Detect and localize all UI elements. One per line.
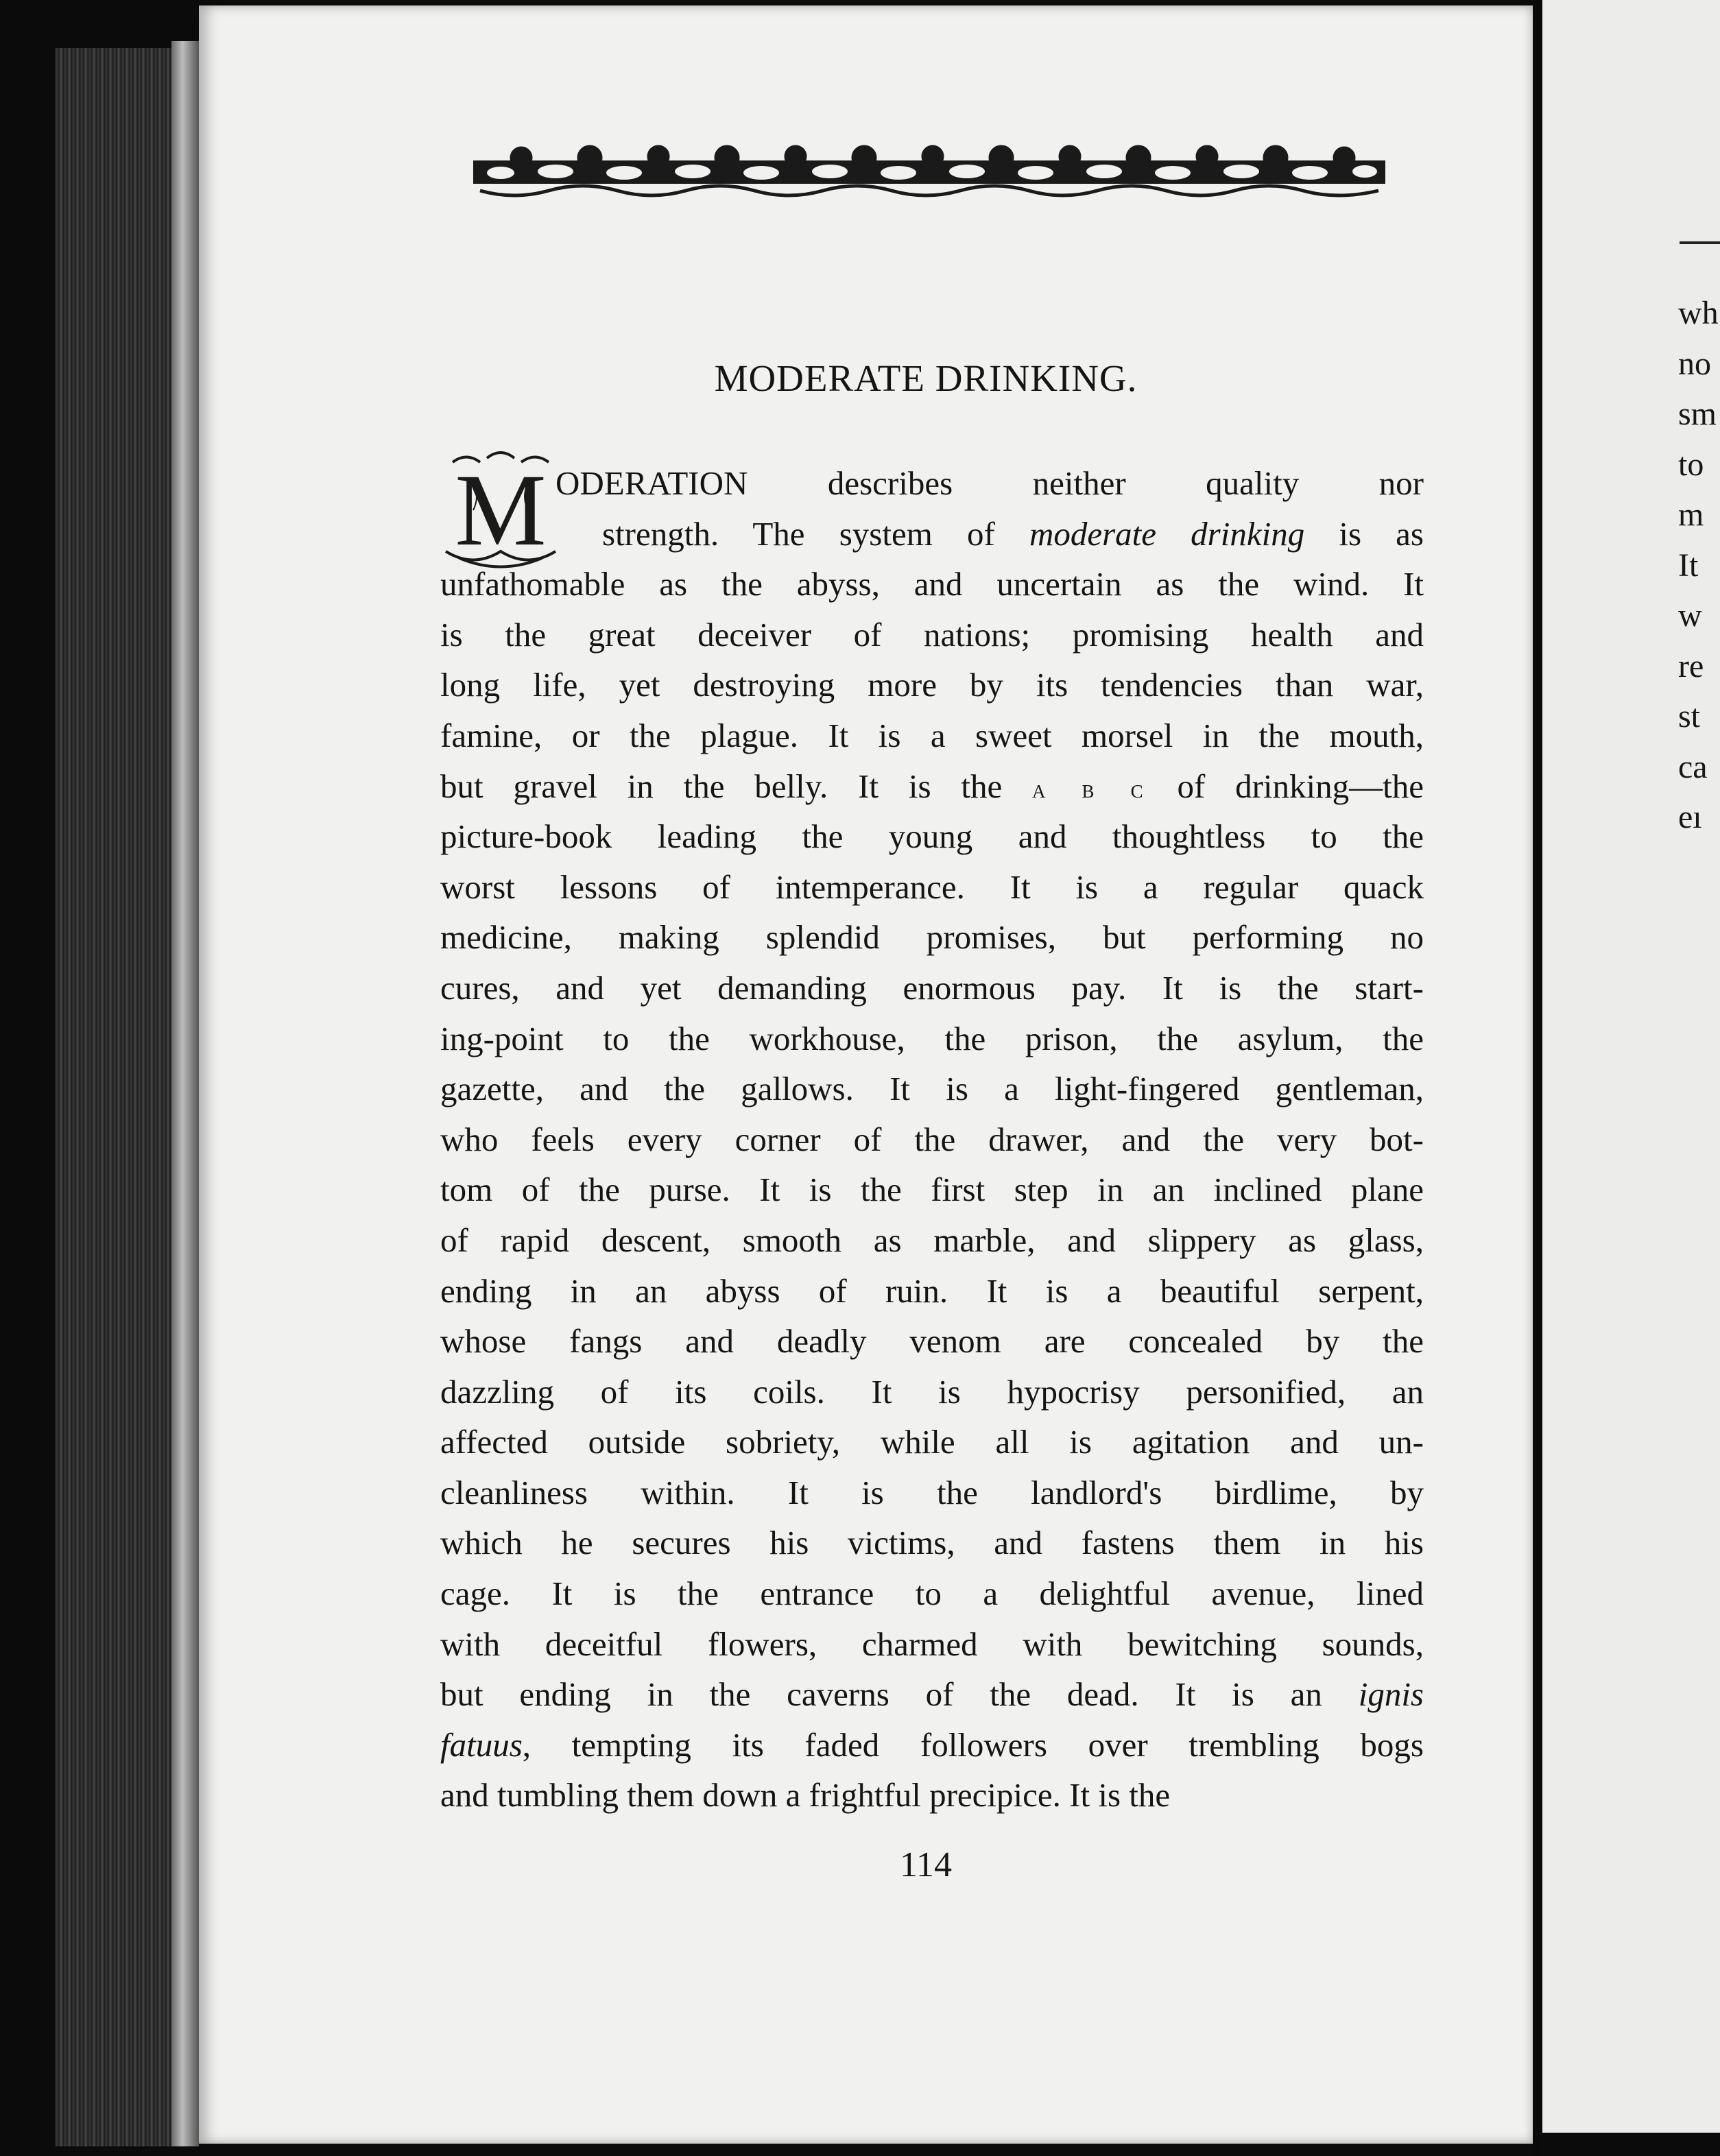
text-line: famine, or the plague. It is a sweet morsel in the mouth,	[440, 716, 1424, 754]
text-line: with deceitful flowers, charmed with bewitching sounds,	[440, 1625, 1424, 1663]
facing-page-fragment: w	[1678, 597, 1702, 634]
text-line: gazette, and the gallows. It is a light-fingered gentleman,	[440, 1070, 1424, 1108]
text-line: long life, yet destroying more by its tendencies than war,	[440, 666, 1424, 704]
text-line: tom of the purse. It is the first step in an inclined plane	[440, 1171, 1424, 1209]
text-line: dazzling of its coils. It is hypocrisy personified, an	[440, 1372, 1424, 1411]
text-line: who feels every corner of the drawer, and the very bot-	[440, 1120, 1424, 1158]
text-line: whose fangs and deadly venom are concealed by the	[440, 1322, 1424, 1361]
text-line: ing-point to the workhouse, the prison, the asylum, the	[440, 1019, 1424, 1057]
facing-page-rule	[1680, 241, 1720, 244]
page-number: 114	[899, 1845, 953, 1884]
chapter-title: MODERATE DRINKING.	[714, 357, 1138, 399]
text-line: ending in an abyss of ruin. It is a beautiful serpent,	[440, 1271, 1424, 1310]
text-line: picture-book leading the young and thoughtless to the	[440, 817, 1424, 856]
decorative-ornament-band	[473, 137, 1385, 200]
text-line: is the great deceiver of nations; promising health and	[440, 615, 1424, 654]
text-line: which he secures his victims, and fastens them in his	[440, 1524, 1424, 1562]
text-line: ODERATION describes neither quality nor	[556, 464, 1424, 502]
text-line: cures, and yet demanding enormous pay. It is the start-	[440, 968, 1424, 1007]
facing-page-fragment: sm	[1678, 396, 1717, 432]
facing-page-fragment: st	[1678, 698, 1701, 734]
facing-page	[1542, 0, 1720, 2133]
text-line: cleanliness within. It is the landlord's birdlime, by	[440, 1473, 1424, 1511]
facing-page-fragment: It	[1678, 547, 1699, 584]
text-line: but gravel in the belly. It is the a b c of drinking—the	[440, 767, 1424, 805]
text-line: worst lessons of intemperance. It is a regular quack	[440, 867, 1424, 906]
text-line: strength. The system of moderate drinking is as	[602, 514, 1424, 553]
facing-page-fragment: no	[1678, 345, 1711, 382]
facing-page-fragment: m	[1678, 496, 1704, 533]
text-line: of rapid descent, smooth as marble, and slippery as glass,	[440, 1221, 1424, 1259]
facing-page-fragment: ca	[1678, 748, 1708, 785]
facing-page-fragment: wh	[1678, 295, 1719, 331]
text-line: affected outside sobriety, while all is agitation and un-	[440, 1423, 1424, 1461]
svg-text:M: M	[455, 453, 547, 567]
text-line: fatuus, tempting its faded followers over trembling bogs	[440, 1725, 1424, 1764]
book-gutter	[1533, 0, 1542, 2156]
text-line: unfathomable as the abyss, and uncertain as the wind. It	[440, 565, 1424, 603]
text-line: and tumbling them down a frightful precipice. It is the	[440, 1776, 1171, 1814]
facing-page-fragment: to	[1678, 446, 1704, 483]
facing-page-fragment: re	[1678, 647, 1704, 684]
text-line: but ending in the caverns of the dead. It is an ignis	[440, 1675, 1424, 1714]
body-paragraph	[440, 458, 1424, 1821]
facing-page-fragment: eı	[1678, 799, 1702, 835]
text-line: cage. It is the entrance to a delightful avenue, lined	[440, 1574, 1424, 1613]
facing-page-text-fragments	[1678, 288, 1720, 843]
text-line: medicine, making splendid promises, but performing no	[440, 918, 1424, 957]
